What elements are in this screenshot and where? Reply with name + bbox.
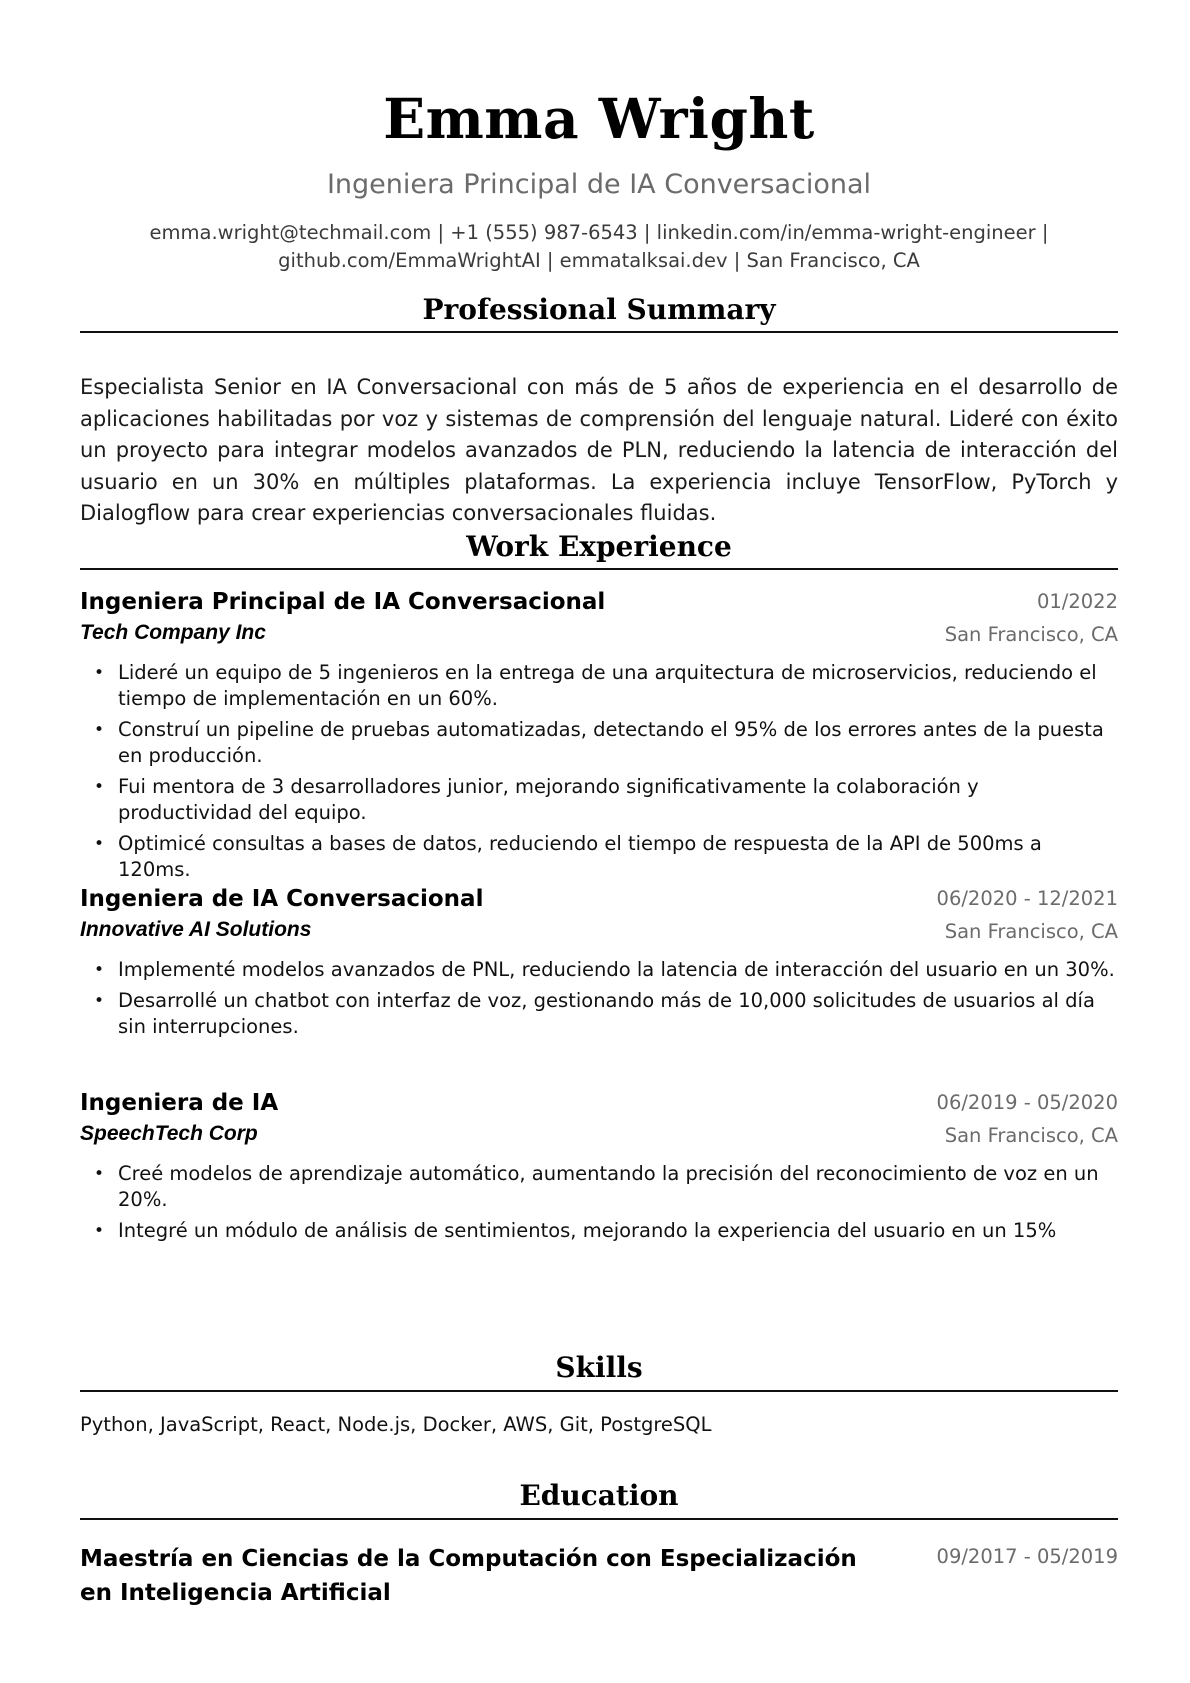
job-location: San Francisco, CA	[944, 920, 1118, 943]
bullet-text: Desarrollé un chatbot con interfaz de voz, gestionando más de 10,000 solicitudes de usuarios al día sin interrupciones.	[118, 989, 1095, 1038]
job-date: 06/2019 - 05/2020	[936, 1091, 1118, 1114]
section-divider	[80, 1518, 1118, 1520]
job-date: 06/2020 - 12/2021	[936, 887, 1118, 910]
job-title: Ingeniera Principal de IA Conversacional	[80, 589, 606, 615]
education-date: 09/2017 - 05/2019	[936, 1545, 1118, 1568]
section-divider	[80, 331, 1118, 333]
contact-info	[80, 219, 1118, 275]
bullet-item	[80, 717, 1118, 769]
job-location: San Francisco, CA	[944, 623, 1118, 646]
bullet-dot: •	[94, 663, 105, 683]
job-title: Ingeniera de IA Conversacional	[80, 886, 484, 912]
contact-line: emma.wright@techmail.com | +1 (555) 987-6543 | linkedin.com/in/emma-wright-engineer |	[149, 221, 1049, 244]
bullet-dot: •	[94, 960, 105, 980]
bullet-text: Integré un módulo de análisis de sentimientos, mejorando la experiencia del usuario en un 15%	[118, 1219, 1057, 1242]
candidate-name: Emma Wright	[383, 86, 815, 151]
bullet-item	[80, 1161, 1118, 1213]
job-company: SpeechTech Corp	[80, 1122, 258, 1145]
bullet-text: Optimicé consultas a bases de datos, reduciendo el tiempo de respuesta de la API de 500ms a 120ms.	[118, 832, 1042, 881]
bullet-item	[80, 1218, 1118, 1244]
section-title-summary: Professional Summary	[422, 293, 776, 326]
bullet-dot: •	[94, 777, 105, 797]
summary-text: Especialista Senior en IA Conversacional con más de 5 años de experiencia en el desarrollo de aplicaciones habilitadas por voz y sistemas de comprensión del lenguaje natural. Lideré con éxito un proyecto para integrar modelos avanzados de PLN, reduciendo la latencia de interacción del usuario en un 30% en múltiples plataformas. La experiencia incluye TensorFlow, PyTorch y Dialogflow para crear experiencias conversacionales fluidas.	[80, 375, 1118, 525]
bullet-dot: •	[94, 1164, 105, 1184]
bullet-text: Fui mentora de 3 desarrolladores junior, mejorando significativamente la colaboración y productividad del equipo.	[118, 775, 979, 824]
bullet-dot: •	[94, 1221, 105, 1241]
section-title-education: Education	[519, 1479, 679, 1512]
bullet-dot: •	[94, 991, 105, 1011]
bullet-item	[80, 774, 1118, 826]
job-date: 01/2022	[1036, 590, 1118, 613]
job-bullets	[80, 957, 1118, 1045]
bullet-text: Creé modelos de aprendizaje automático, aumentando la precisión del reconocimiento de voz en un 20%.	[118, 1162, 1099, 1211]
bullet-text: Construí un pipeline de pruebas automatizadas, detectando el 95% de los errores antes de la puesta en producción.	[118, 718, 1104, 767]
candidate-headline: Ingeniera Principal de IA Conversacional	[326, 169, 872, 200]
bullet-item	[80, 831, 1118, 883]
section-title-experience: Work Experience	[466, 530, 732, 563]
job-company: Tech Company Inc	[80, 621, 266, 644]
bullet-text: Lideré un equipo de 5 ingenieros en la entrega de una arquitectura de microservicios, reduciendo el tiempo de implementación en un 60%.	[118, 661, 1097, 710]
job-company: Innovative AI Solutions	[80, 918, 312, 941]
job-bullets	[80, 1161, 1118, 1249]
bullet-text: Implementé modelos avanzados de PNL, reduciendo la latencia de interacción del usuario en un 30%.	[118, 958, 1115, 981]
skills-list: Python, JavaScript, React, Node.js, Docker, AWS, Git, PostgreSQL	[80, 1413, 712, 1436]
bullet-item	[80, 660, 1118, 712]
section-divider	[80, 568, 1118, 570]
bullet-item	[80, 988, 1118, 1040]
bullet-dot: •	[94, 834, 105, 854]
contact-line: github.com/EmmaWrightAI | emmatalksai.dev | San Francisco, CA	[278, 249, 920, 272]
section-divider	[80, 1390, 1118, 1392]
bullet-dot: •	[94, 720, 105, 740]
job-location: San Francisco, CA	[944, 1124, 1118, 1147]
job-title: Ingeniera de IA	[80, 1090, 279, 1116]
job-bullets	[80, 660, 1118, 888]
section-title-skills: Skills	[555, 1351, 643, 1384]
education-degree: Maestría en Ciencias de la Computación con Especialización en Inteligencia Artificial	[80, 1546, 857, 1606]
bullet-item	[80, 957, 1118, 983]
